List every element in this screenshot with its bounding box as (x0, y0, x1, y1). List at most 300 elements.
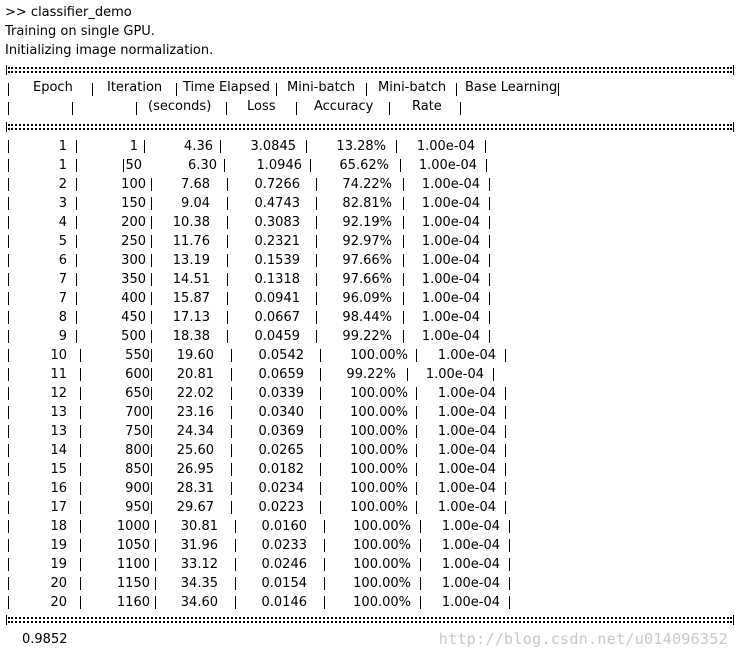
column-divider (151, 254, 152, 267)
cell-loss: 0.0542 (258, 348, 304, 363)
column-divider (505, 482, 506, 495)
column-divider (420, 520, 421, 533)
cell-accuracy: 100.00% (350, 462, 408, 477)
column-divider (80, 349, 81, 362)
column-divider (396, 140, 397, 153)
cell-loss: 0.0246 (261, 557, 307, 572)
column-divider (76, 273, 77, 286)
column-divider (416, 482, 417, 495)
cell-rate: 1.00e-04 (421, 329, 480, 344)
column-divider (416, 444, 417, 457)
column-divider (416, 387, 417, 400)
column-divider (8, 387, 9, 400)
cell-accuracy: 13.28% (336, 139, 386, 154)
column-divider (76, 235, 77, 248)
column-divider (227, 178, 228, 191)
cell-iteration: 750 (125, 424, 150, 439)
cell-loss: 0.0659 (258, 367, 304, 382)
cell-rate: 1.00e-04 (437, 386, 496, 401)
column-divider (80, 425, 81, 438)
cell-rate: 1.00e-04 (437, 348, 496, 363)
cell-epoch: 18 (50, 519, 67, 534)
cell-rate: 1.00e-04 (437, 481, 496, 496)
cell-accuracy: 92.19% (342, 215, 392, 230)
column-divider (324, 577, 325, 590)
cell-accuracy: 100.00% (350, 424, 408, 439)
column-divider (8, 254, 9, 267)
column-divider (231, 501, 232, 514)
column-divider (489, 235, 490, 248)
column-divider (76, 311, 77, 324)
column-divider (144, 140, 145, 153)
cell-time: 24.34 (176, 424, 214, 439)
cell-loss: 0.0369 (258, 424, 304, 439)
cell-accuracy: 97.66% (342, 272, 392, 287)
cell-loss: 0.3083 (254, 215, 300, 230)
cell-epoch: 12 (50, 386, 67, 401)
column-divider (227, 273, 228, 286)
cell-accuracy: 100.00% (353, 595, 411, 610)
column-divider (227, 254, 228, 267)
column-divider (316, 178, 317, 191)
column-divider (320, 501, 321, 514)
column-divider (509, 520, 510, 533)
cell-time: 17.13 (172, 310, 210, 325)
column-divider (80, 406, 81, 419)
column-divider (76, 178, 77, 191)
column-divider (8, 463, 9, 476)
cell-time: 29.67 (176, 500, 214, 515)
column-divider (316, 330, 317, 343)
cell-loss: 0.0339 (258, 386, 304, 401)
cell-loss: 0.0146 (261, 595, 307, 610)
column-divider (8, 368, 9, 381)
column-divider (505, 444, 506, 457)
column-divider (505, 501, 506, 514)
cell-iteration: 200 (121, 215, 146, 230)
column-divider (155, 596, 156, 609)
column-divider (8, 444, 9, 457)
cell-loss: 0.0233 (261, 538, 307, 553)
column-divider (316, 273, 317, 286)
cell-iteration: 1000 (116, 519, 150, 534)
cell-time: 13.19 (172, 253, 210, 268)
column-divider (231, 349, 232, 362)
table-separator (6, 65, 734, 75)
column-divider (509, 596, 510, 609)
cell-rate: 1.00e-04 (421, 234, 480, 249)
cell-epoch: 17 (50, 500, 67, 515)
column-divider (155, 539, 156, 552)
column-divider (76, 197, 77, 210)
column-divider (320, 444, 321, 457)
column-divider (489, 292, 490, 305)
cell-iteration: 50 (125, 158, 142, 173)
column-divider (403, 273, 404, 286)
cell-rate: 1.00e-04 (441, 595, 500, 610)
column-divider (155, 520, 156, 533)
column-divider (8, 596, 9, 609)
cell-loss: 0.0223 (258, 500, 304, 515)
cell-accuracy: 99.22% (346, 367, 396, 382)
cell-rate: 1.00e-04 (437, 405, 496, 420)
table-separator (6, 122, 734, 132)
cell-rate: 1.00e-04 (421, 272, 480, 287)
cell-rate: 1.00e-04 (421, 253, 480, 268)
cell-iteration: 150 (121, 196, 146, 211)
column-divider (151, 406, 152, 419)
column-divider (486, 159, 487, 172)
cell-epoch: 20 (50, 595, 67, 610)
header-epoch: Epoch (33, 80, 73, 95)
cell-time: 30.81 (180, 519, 218, 534)
column-divider (505, 406, 506, 419)
column-divider (151, 387, 152, 400)
column-divider (80, 444, 81, 457)
column-divider (76, 140, 77, 153)
header-mini-batch-accuracy: Mini-batch (378, 80, 447, 95)
column-divider (151, 482, 152, 495)
column-divider (420, 539, 421, 552)
column-divider (8, 216, 9, 229)
column-divider (324, 596, 325, 609)
column-divider (316, 292, 317, 305)
cell-accuracy: 100.00% (350, 500, 408, 515)
cell-iteration: 550 (125, 348, 150, 363)
cell-time: 19.60 (176, 348, 214, 363)
cell-accuracy: 65.62% (339, 158, 389, 173)
cell-accuracy: 92.97% (342, 234, 392, 249)
cell-epoch: 8 (58, 310, 67, 325)
column-divider (320, 482, 321, 495)
column-divider (489, 273, 490, 286)
watermark-text: http://blog.csdn.net/u014096352 (438, 630, 728, 648)
cell-accuracy: 97.66% (342, 253, 392, 268)
cell-iteration: 650 (125, 386, 150, 401)
cell-accuracy: 100.00% (350, 443, 408, 458)
column-divider (324, 520, 325, 533)
column-divider (320, 349, 321, 362)
column-divider (235, 539, 236, 552)
cell-rate: 1.00e-04 (421, 177, 480, 192)
cell-time: 26.95 (176, 462, 214, 477)
column-divider (8, 140, 9, 153)
status-message: Initializing image normalization. (5, 43, 214, 58)
column-divider (403, 254, 404, 267)
cell-epoch: 9 (58, 329, 67, 344)
column-divider (493, 368, 494, 381)
cell-epoch: 7 (58, 272, 67, 287)
cell-iteration: 250 (121, 234, 146, 249)
column-divider (123, 159, 124, 172)
column-divider (505, 425, 506, 438)
cell-rate: 1.00e-04 (416, 139, 475, 154)
column-divider (235, 558, 236, 571)
column-divider (403, 178, 404, 191)
cell-iteration: 450 (121, 310, 146, 325)
cell-loss: 0.0234 (258, 481, 304, 496)
column-divider (227, 311, 228, 324)
cell-iteration: 1150 (116, 576, 150, 591)
cell-epoch: 14 (50, 443, 67, 458)
cell-time: 25.60 (176, 443, 214, 458)
column-divider (316, 197, 317, 210)
cell-iteration: 700 (125, 405, 150, 420)
column-divider (416, 406, 417, 419)
cell-time: 4.36 (184, 139, 213, 154)
cell-loss: 0.1318 (254, 272, 300, 287)
column-divider (8, 159, 9, 172)
cell-accuracy: 100.00% (350, 348, 408, 363)
column-divider (151, 463, 152, 476)
column-divider (80, 501, 81, 514)
column-divider (8, 482, 9, 495)
column-divider (231, 444, 232, 457)
column-divider (316, 216, 317, 229)
column-divider (320, 463, 321, 476)
cell-accuracy: 96.09% (342, 291, 392, 306)
cell-loss: 0.4743 (254, 196, 300, 211)
column-divider (227, 216, 228, 229)
cell-iteration: 900 (125, 481, 150, 496)
column-divider (403, 216, 404, 229)
column-divider (8, 406, 9, 419)
header-seconds: (seconds) (148, 99, 212, 114)
column-divider (8, 311, 9, 324)
column-divider (151, 368, 152, 381)
column-divider (76, 292, 77, 305)
cell-rate: 1.00e-04 (437, 424, 496, 439)
cell-rate: 1.00e-04 (437, 443, 496, 458)
column-divider (227, 197, 228, 210)
cell-loss: 0.0182 (258, 462, 304, 477)
cell-rate: 1.00e-04 (421, 310, 480, 325)
cell-accuracy: 82.81% (342, 196, 392, 211)
column-divider (509, 577, 510, 590)
column-divider (155, 558, 156, 571)
column-divider (320, 406, 321, 419)
column-divider (320, 368, 321, 381)
cell-iteration: 850 (125, 462, 150, 477)
cell-loss: 0.7266 (254, 177, 300, 192)
cell-epoch: 10 (50, 348, 67, 363)
cell-epoch: 13 (50, 424, 67, 439)
column-divider (80, 463, 81, 476)
cell-iteration: 500 (121, 329, 146, 344)
column-divider (80, 596, 81, 609)
column-divider (231, 368, 232, 381)
cell-epoch: 15 (50, 462, 67, 477)
column-divider (416, 463, 417, 476)
cell-accuracy: 74.22% (342, 177, 392, 192)
cell-time: 10.38 (172, 215, 210, 230)
column-divider (416, 501, 417, 514)
column-divider (316, 235, 317, 248)
cell-iteration: 350 (121, 272, 146, 287)
cell-epoch: 11 (50, 367, 67, 382)
cell-time: 22.02 (176, 386, 214, 401)
cell-time: 11.76 (172, 234, 210, 249)
column-divider (155, 577, 156, 590)
cell-accuracy: 100.00% (350, 481, 408, 496)
column-divider (80, 520, 81, 533)
cell-time: 31.96 (180, 538, 218, 553)
column-divider (8, 349, 9, 362)
cell-epoch: 3 (58, 196, 67, 211)
column-divider (505, 387, 506, 400)
column-divider (76, 216, 77, 229)
cell-epoch: 2 (58, 177, 67, 192)
cell-loss: 0.0160 (261, 519, 307, 534)
column-divider (403, 235, 404, 248)
cell-epoch: 19 (50, 557, 67, 572)
cell-loss: 0.2321 (254, 234, 300, 249)
cell-time: 34.35 (180, 576, 218, 591)
cell-accuracy: 100.00% (350, 405, 408, 420)
column-divider (151, 311, 152, 324)
column-divider (320, 425, 321, 438)
cell-epoch: 1 (58, 158, 67, 173)
cell-rate: 1.00e-04 (441, 557, 500, 572)
column-divider (151, 501, 152, 514)
column-divider (80, 558, 81, 571)
column-divider (8, 520, 9, 533)
column-divider (8, 425, 9, 438)
column-divider (220, 140, 221, 153)
column-divider (80, 539, 81, 552)
column-divider (8, 235, 9, 248)
column-divider (403, 330, 404, 343)
cell-rate: 1.00e-04 (418, 158, 477, 173)
column-divider (489, 197, 490, 210)
cell-loss: 0.0340 (258, 405, 304, 420)
cell-loss: 1.0946 (256, 158, 302, 173)
column-divider (151, 349, 152, 362)
column-divider (224, 159, 225, 172)
column-divider (80, 387, 81, 400)
column-divider (306, 140, 307, 153)
cell-epoch: 5 (58, 234, 67, 249)
column-divider (151, 273, 152, 286)
cell-rate: 1.00e-04 (421, 196, 480, 211)
header-base-learning: Base Learning (465, 80, 558, 95)
column-divider (227, 330, 228, 343)
accuracy-result: 0.9852 (22, 632, 68, 647)
cell-time: 33.12 (180, 557, 218, 572)
cell-epoch: 16 (50, 481, 67, 496)
column-divider (151, 425, 152, 438)
cell-rate: 1.00e-04 (421, 291, 480, 306)
column-divider (8, 558, 9, 571)
column-divider (489, 178, 490, 191)
column-divider (235, 596, 236, 609)
column-divider (227, 292, 228, 305)
column-divider (403, 197, 404, 210)
cell-accuracy: 100.00% (353, 538, 411, 553)
cell-time: 28.31 (176, 481, 214, 496)
column-divider (8, 501, 9, 514)
cell-iteration: 1 (129, 139, 138, 154)
cell-iteration: 1100 (116, 557, 150, 572)
cell-time: 6.30 (188, 158, 217, 173)
column-divider (509, 558, 510, 571)
header-iteration: Iteration (107, 80, 163, 95)
cell-iteration: 600 (125, 367, 150, 382)
cell-time: 15.87 (172, 291, 210, 306)
column-divider (151, 178, 152, 191)
cell-rate: 1.00e-04 (425, 367, 484, 382)
column-divider (8, 330, 9, 343)
cell-time: 9.04 (181, 196, 210, 211)
column-divider (80, 482, 81, 495)
column-divider (316, 311, 317, 324)
column-divider (416, 425, 417, 438)
column-divider (8, 178, 9, 191)
cell-iteration: 100 (121, 177, 146, 192)
cell-loss: 0.0667 (254, 310, 300, 325)
cell-loss: 0.0154 (261, 576, 307, 591)
column-divider (8, 577, 9, 590)
cell-iteration: 400 (121, 291, 146, 306)
cell-time: 14.51 (172, 272, 210, 287)
status-message: Training on single GPU. (5, 24, 155, 39)
cell-rate: 1.00e-04 (437, 462, 496, 477)
column-divider (403, 292, 404, 305)
cell-accuracy: 100.00% (353, 576, 411, 591)
cell-rate: 1.00e-04 (437, 500, 496, 515)
column-divider (489, 254, 490, 267)
column-divider (485, 140, 486, 153)
cell-epoch: 7 (58, 291, 67, 306)
table-separator (6, 615, 734, 625)
column-divider (76, 330, 77, 343)
column-divider (420, 596, 421, 609)
header-mini-batch-loss: Mini-batch (287, 80, 356, 95)
column-divider (420, 558, 421, 571)
cell-loss: 0.0459 (254, 329, 300, 344)
cell-epoch: 1 (58, 139, 67, 154)
column-divider (231, 406, 232, 419)
cell-loss: 0.1539 (254, 253, 300, 268)
cell-time: 18.38 (172, 329, 210, 344)
cell-epoch: 20 (50, 576, 67, 591)
column-divider (400, 159, 401, 172)
column-divider (76, 159, 77, 172)
column-divider (231, 463, 232, 476)
column-divider (8, 273, 9, 286)
header-accuracy: Accuracy (314, 99, 374, 114)
cell-loss: 0.0941 (254, 291, 300, 306)
cell-iteration: 1160 (116, 595, 150, 610)
column-divider (316, 254, 317, 267)
column-divider (231, 387, 232, 400)
column-divider (324, 558, 325, 571)
command-line: >> classifier_demo (5, 5, 132, 20)
cell-epoch: 13 (50, 405, 67, 420)
column-divider (80, 577, 81, 590)
column-divider (8, 539, 9, 552)
cell-time: 23.16 (176, 405, 214, 420)
column-divider (509, 539, 510, 552)
cell-rate: 1.00e-04 (441, 576, 500, 591)
column-divider (151, 235, 152, 248)
cell-loss: 0.0265 (258, 443, 304, 458)
column-divider (227, 235, 228, 248)
column-divider (151, 197, 152, 210)
column-divider (151, 292, 152, 305)
column-divider (8, 292, 9, 305)
column-divider (505, 463, 506, 476)
